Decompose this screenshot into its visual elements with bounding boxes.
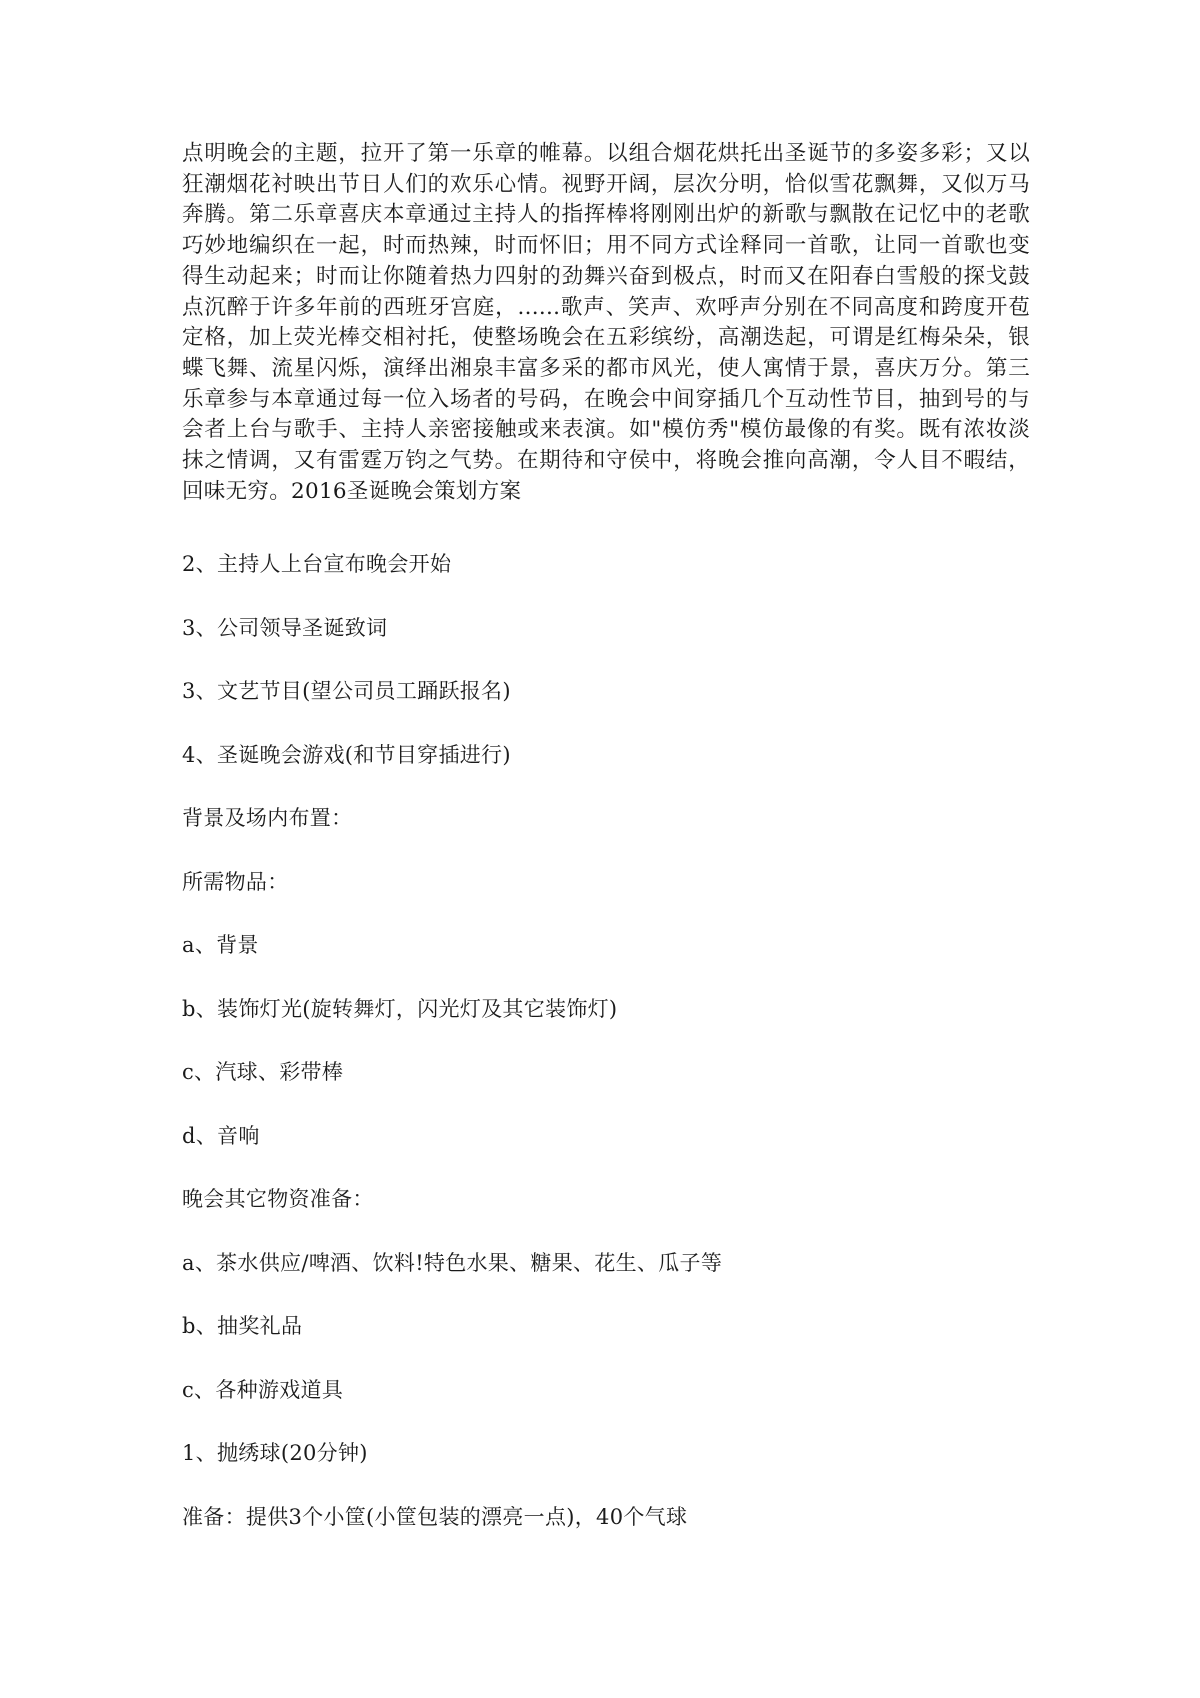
line-supplies-heading: 晚会其它物资准备： — [182, 1187, 374, 1211]
line-items-heading: 所需物品： — [182, 869, 289, 894]
program-list — [182, 549, 722, 1565]
line-supply-props: c、各种游戏道具 — [182, 1377, 344, 1402]
line-venue-heading: 背景及场内布置： — [182, 806, 353, 830]
document-body — [182, 139, 1030, 1529]
line-host-opening: 2、主持人上台宣布晚会开始 — [182, 552, 452, 576]
line-party-games: 4、圣诞晚会游戏(和节目穿插进行) — [182, 742, 511, 767]
line-leader-speech: 3、公司领导圣诞致词 — [182, 615, 388, 640]
line-supply-prizes: b、抽奖礼品 — [182, 1314, 303, 1338]
line-item-lighting: b、装饰灯光(旋转舞灯，闪光灯及其它装饰灯) — [182, 996, 618, 1021]
line-item-backdrop: a、背景 — [182, 933, 259, 957]
line-item-audio: d、音响 — [182, 1123, 260, 1148]
line-game-preparation: 准备：提供3个小筐(小筐包装的漂亮一点)，40个气球 — [182, 1504, 688, 1529]
line-supply-refreshments: a、茶水供应/啤酒、饮料!特色水果、糖果、花生、瓜子等 — [182, 1250, 723, 1275]
line-game-embroidered-ball: 1、抛绣球(20分钟) — [182, 1441, 368, 1465]
intro-paragraph: 点明晚会的主题，拉开了第一乐章的帷幕。以组合烟花烘托出圣诞节的多姿多彩；又以狂潮烟花衬映出节日人们的欢乐心情。视野开阔，层次分明，恰似雪花飘舞，又似万马奔腾。第二乐章喜庆本章通过主持人的指挥棒将刚刚出炉的新歌与飘散在记忆中的老歌巧妙地编织在一起，时而热辣，时而怀旧；用不同方式诠释同一首歌，让同一首歌也变得生动起来；时而让你随着热力四射的劲舞兴奋到极点，时而又在阳春白雪般的探戈鼓点沉醉于许多年前的西班牙宫庭，......歌声、笑声、欢呼声分别在不同高度和跨度开苞定格，加上荧光棒交相衬托，使整场晚会在五彩缤纷，高潮迭起，可谓是红梅朵朵，银蝶飞舞、流星闪烁，演绎出湘泉丰富多采的都市风光，使人寓情于景，喜庆万分。第三乐章参与本章通过每一位入场者的号码，在晚会中间穿插几个互动性节目，抽到号的与会者上台与歌手、主持人亲密接触或来表演。如"模仿秀"模仿最像的有奖。既有浓妆淡抹之情调，又有雷霆万钧之气势。在期待和守侯中，将晚会推向高潮，令人目不暇结，回味无穷。2016圣诞晚会策划方案 — [182, 141, 1030, 504]
line-item-balloons: c、汽球、彩带棒 — [182, 1060, 344, 1084]
line-performances: 3、文艺节目(望公司员工踊跃报名) — [182, 679, 511, 703]
